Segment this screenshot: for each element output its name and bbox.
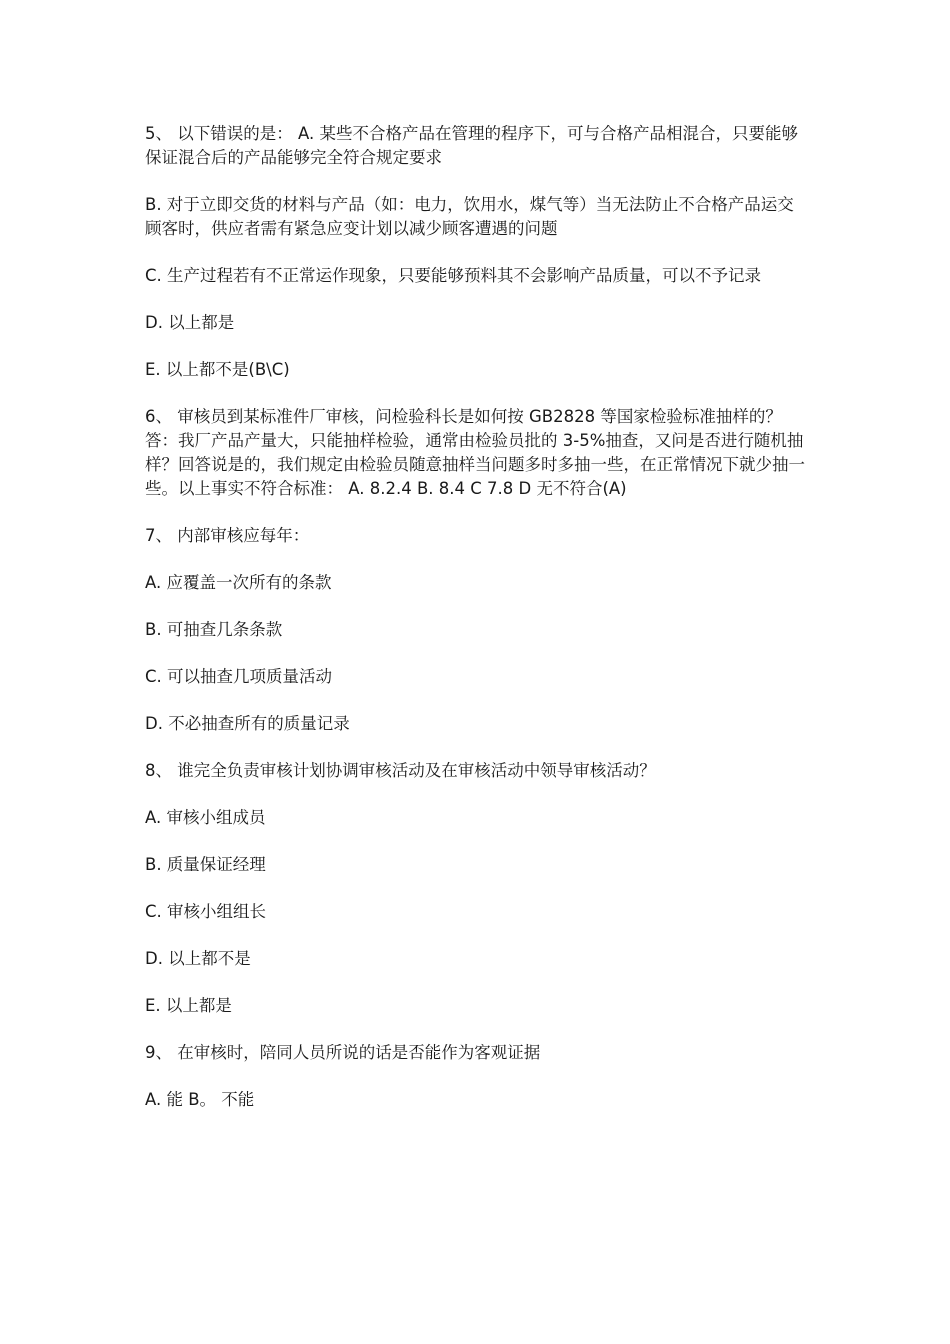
question-7-option-b: B. 可抽查几条条款 — [145, 620, 283, 639]
question-8-option-e: E. 以上都是 — [145, 996, 232, 1015]
question-8-option-a: A. 审核小组成员 — [145, 808, 266, 827]
question-8-option-c: C. 审核小组组长 — [145, 902, 267, 921]
question-8-option-b: B. 质量保证经理 — [145, 855, 266, 874]
question-5-option-c: C. 生产过程若有不正常运作现象，只要能够预料其不会影响产品质量，可以不予记录 — [145, 266, 762, 285]
question-9-options: A. 能 B。 不能 — [145, 1090, 255, 1109]
question-7-option-c: C. 可以抽查几项质量活动 — [145, 667, 333, 686]
question-7-stem: 7、 内部审核应每年： — [145, 526, 310, 545]
question-5-option-b: B. 对于立即交货的材料与产品（如：电力，饮用水，煤气等）当无法防止不合格产品运交顾客时，供应者需有紧急应变计划以减少顾客遭遇的问题 — [145, 195, 794, 238]
question-8-stem: 8、 谁完全负责审核计划协调审核活动及在审核活动中领导审核活动？ — [145, 761, 656, 780]
question-5-option-d: D. 以上都是 — [145, 313, 235, 332]
question-9-stem: 9、 在审核时，陪同人员所说的话是否能作为客观证据 — [145, 1043, 541, 1062]
question-7-option-a: A. 应覆盖一次所有的条款 — [145, 573, 332, 592]
document-page — [145, 122, 805, 1135]
question-7-option-d: D. 不必抽查所有的质量记录 — [145, 714, 350, 733]
question-5-option-e: E. 以上都不是(B\C) — [145, 360, 290, 379]
question-6-stem: 6、 审核员到某标准件厂审核，问检验科长是如何按 GB2828 等国家检验标准抽样的？答：我厂产品产量大，只能抽样检验，通常由检验员批的 3-5%抽查，又问是否进行随机抽样？回答说是的，我们规定由检验员随意抽样当问题多时多抽一些，在正常情况下就少抽一些。以上事实不符合标准： A. 8.2.4 B. 8.4 C 7.8 D 无不符合(A) — [145, 407, 805, 498]
question-5-stem: 5、 以下错误的是： A. 某些不合格产品在管理的程序下，可与合格产品相混合，只要能够保证混合后的产品能够完全符合规定要求 — [145, 124, 798, 167]
question-8-option-d: D. 以上都不是 — [145, 949, 251, 968]
